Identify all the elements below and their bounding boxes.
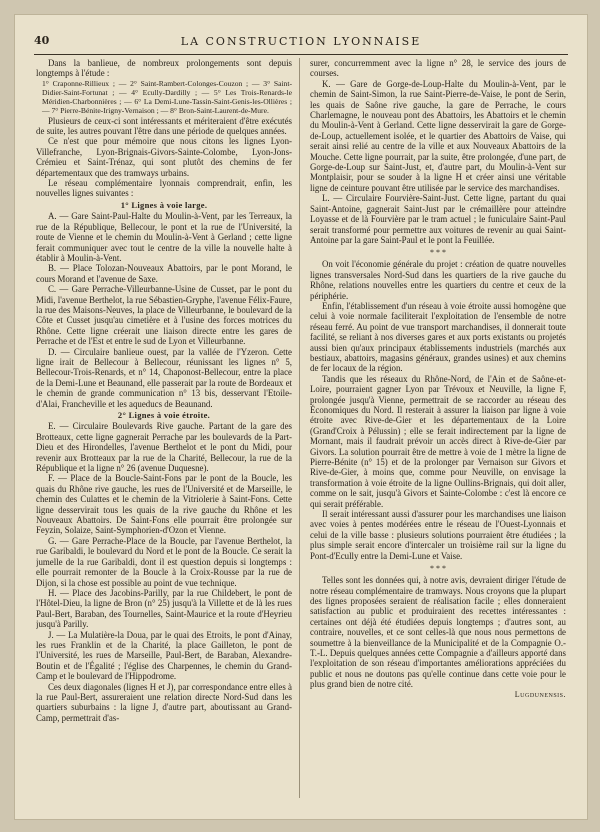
line-h: H. — Place des Jacobins-Parilly, par la rue Childebert, le pont de l'Hôtel-Dieu, la ligne de Bron (n° 25) jusqu'à la Villette et de là les rues Paul-Bert, Baraban, des Tournelles, Saint-Maurice et la route d'Heyrieu jusqu'à Parilly. — [36, 587, 292, 630]
line-c: C. — Gare Perrache-Villeurbanne-Usine de Cusset, par le pont du Midi, l'avenue Berthelot, la rue Sébastien-Gryphe, l'avenue Félix-Faure, la rue des Maisons-Neuves, la place de Villeurbanne, le boulevard de la Côte et Cusset jusqu'au cimetière et à l'usine des forces motrices du Rhône. Cette ligne créerait une liaison directe entre les gares de Perrache et de l'Est et entre le sud de Lyon et Villeurbanne. — [36, 284, 292, 347]
paragraph: On voit l'économie générale du projet : création de quatre nouvelles lignes transversales Nord-Sud dans les quartiers de la rive gauche du Rhône, relations nouvelles entre les quartiers du centre et ceux de la périphérie. — [310, 259, 566, 301]
paragraph: Tandis que les réseaux du Rhône-Nord, de l'Ain et de Saône-et-Loire, pourraient gagner Lyon par Trévoux et Neuville, la ligne F, prolongée jusqu'à Vienne, permettrait de se raccorder au réseau des Économiques du Nord. Il resterait à assurer la liaison par ligne à voie étroite avec Rive-de-Gier et les départementaux de la Loire (Grand'Croix à Pélussin) ; elle se ferait indirectement par la ligne de Mornant, mais il faudrait prévoir un accès direct à Rive-de-Gier par Givors. La solution pourrait être de mettre à voie de 1 mètre la ligne de Pierre-Bénite (n° 15) et de la prolonger par Vernaison sur Givors et Rive-de-Gier, à moins que, comme pour Neuville, on envisage la transformation à voie étroite de la ligne Oullins-Brignais, qui doit aller, comme on le sait, jusqu'à Givors et Sainte-Colombe : c'est là encore ce qui serait préférable. — [310, 373, 566, 509]
paragraph-continued: surer, concurremment avec la ligne n° 28, le service des jours de courses. — [310, 58, 566, 79]
paragraph: Le réseau complémentaire lyonnais comprendrait, enfin, les nouvelles lignes suivantes : — [36, 178, 292, 199]
running-title: LA CONSTRUCTION LYONNAISE — [180, 35, 422, 48]
line-f: F. — Place de la Boucle-Saint-Fons par le pont de la Boucle, les quais du Rhône rive gauche, les rues de l'Université et de Marseille, le chemin des Culattes et le chemin de la Vitriolerie à Saint-Fons. Cette ligne desservirait tous les quais de la rive gauche du Rhône et les Nouveaux Abattoirs. De Saint-Fons elle pourrait être prolongée sur Feyzin, Solaize, Saint-Symphorien-d'Ozon et Vienne. — [36, 473, 292, 536]
page-number: 40 — [34, 34, 50, 47]
section-separator: * * * — [430, 248, 446, 258]
section-separator: * * * — [430, 564, 446, 574]
line-d: D. — Circulaire banlieue ouest, par la vallée de l'Yzeron. Cette ligne irait de Bellecour à Bellecour, réunissant les lignes n° 5, Bellecour-Trois-Renards, et n° 14, Chaponost-Bellecour, entre la place de la Demi-Lune et Beaunand, elle passerait par la route de Bordeaux et le chemin de grande communication n° 13 bis, desservant l'Etoile-d'Alai, Francheville et les aqueducs de Beaunand. — [36, 346, 292, 409]
paragraph: Enfin, l'établissement d'un réseau à voie étroite aussi homogène que celui à voie normale faciliterait l'exploitation de l'ensemble de notre réseau ferré. Au point de vue transport marchandises, il donnerait toute facilité, se reliant à nos diverses gares et aux ports existants ou projetés aussi bien qu'aux principaux établissements industriels (marchés aux bestiaux, abattoirs, magasins généraux, grandes usines) et aux chemins de fer locaux de la région. — [310, 300, 566, 374]
paragraph: Dans la banlieue, de nombreux prolongements sont depuis longtemps à l'étude : — [36, 58, 292, 79]
line-l: L. — Circulaire Fourvière-Saint-Just. Cette ligne, partant du quai Saint-Antoine, gagnerait Saint-Just par le crémaillère pour atteindre Loyasse et de là Fourvière par le tram actuel ; le funiculaire Saint-Paul serait transformé pour permettre aux voitures de revenir au quai Saint-Antoine par la gare Saint-Paul et le pont la Feuillée. — [310, 193, 566, 245]
column-divider — [299, 58, 300, 798]
section-heading-wide-gauge: 1° Lignes à voie large. — [120, 199, 208, 210]
line-b: B. — Place Tolozan-Nouveaux Abattoirs, par le pont Morand, le cours Morand et l'avenue de Saxe. — [36, 263, 292, 284]
author-signature: Lugdunensis. — [514, 689, 566, 699]
line-a: A. — Gare Saint-Paul-Halte du Moulin-à-Vent, par les Terreaux, la rue de la République, Bellecour, le pont et la rue de l'Université, la route de Vienne et le chemin du Moulin-à-Vent à Gerland ; cette ligne ferait communiquer avec tout le centre de la ville la nouvelle halte à établir à Moulin-à-Vent. — [36, 211, 292, 263]
extension-list: 1° Craponne-Rillieux ; — 2° Saint-Rambert-Colonges-Couzon ; — 3° Saint-Didier-Saint-Fortunat ; — 4° Ecully-Dardilly ; — 5° Les Trois-Renards-le Méridien-Charbonnières ; — 6° La Demi-Lune-Tassin-Saint-Genis-les-Ollières ; — 7° Pierre-Bénite-Irigny-Vernaison ; — 8° Bron-Saint-Laurent-de-Mure. — [42, 78, 292, 116]
document-page — [14, 14, 588, 820]
page-header — [34, 34, 568, 55]
paragraph: Telles sont les données qui, à notre avis, devraient diriger l'étude de notre réseau complémentaire de tramways. Nous croyons que la plupart des lignes proposées seraient de réalisation facile ; elles donneraient satisfaction au public et produiraient des recettes intéressantes : certaines ont déjà été étudiées depuis longtemps ; d'autres sont, au contraire, nouvelles, et ce sont celles-là que nous nous permettons de soumettre à la bienveillance de la Municipalité et de la Compagnie O.-T.-L. Depuis quelques années cette Compagnie a d'ailleurs apporté dans l'exploitation de son réseau d'importantes améliorations appréciées du public et nous ne doutons pas qu'elle continue dans cette voie pour le plus grand bien de notre cité. — [310, 575, 566, 690]
line-k: K. — Gare de Gorge-de-Loup-Halte du Moulin-à-Vent, par le chemin de Saint-Simon, la rue Saint-Pierre-de-Vaise, le pont de Serin, les quais de Saône rive gauche, la gare de Perrache, le cours Charlemagne, le nouveau pont des Abattoirs, les Abattoirs et le chemin du Moulin-à-Vent à Gerland. Cette ligne desservirait la gare de Gorge-de-Loup, actuellement isolée, et le quartier des Abattoirs de Vaise, qui serait ainsi relié au centre de la ville et aux Nouveaux Abattoirs de la Mouche. Cette ligne pourrait, par la suite, être prolongée, d'une part, de Gorge-de-Loup sur Saint-Just, et, d'autre part, du Moulin-à-Vent sur Montplaisir, pour se souder à la ligne H et créer ainsi une véritable ligne de ceinture pouvant être utilisée par le service des marchandises. — [310, 78, 566, 193]
line-g: G. — Gare Perrache-Place de la Boucle, par l'avenue Berthelot, la rue Garibaldi, le boulevard du Nord et le pont de la Boucle. Ce serait la jumelle de la rue Garibaldi, dont il est question depuis si longtemps : elle pourrait remonter de la Boucle à la Croix-Rousse par la rue de Dijon, si la chose est possible au point de vue technique. — [36, 535, 292, 588]
paragraph: Ces deux diagonales (lignes H et J), par correspondance entre elles à la rue Paul-Bert, assureraient une relation directe Nord-Sud dans les quartiers suburbains : la ligne J, d'autre part, aboutissant au Grand-Camp, permettrait d'as- — [36, 681, 292, 723]
paragraph: Plusieurs de ceux-ci sont intéressants et mériteraient d'être exécutés de suite, les autres pouvant l'être dans une période de quelques années. — [36, 115, 292, 137]
section-heading-narrow-gauge: 2° Lignes à voie étroite. — [117, 410, 211, 420]
line-j: J. — La Mulatière-la Doua, par le quai des Etroits, le pont d'Ainay, les rues Franklin et de la Charité, la place Gailleton, le pont de l'Université, les rues de Marseille, Paul-Bert, de Baraban, Alexandre-Boutin et de l'Égalité ; l'église des Charpennes, le chemin du Grand-Camp et le boulevard de l'Hippodrome. — [36, 629, 292, 682]
right-column — [310, 58, 566, 810]
line-e: E. — Circulaire Boulevards Rive gauche. Partant de la gare des Brotteaux, cette ligne gagnerait Perrache par les boulevards de la Part-Dieu et des Hirondelles, l'avenue Berthelot et le pont du Midi, pour revenir aux Brotteaux par la rue de la Charité, Bellecour, la rue de la République et la ligne n° 26 (avenue Duquesne). — [36, 421, 292, 474]
left-column — [36, 58, 292, 810]
paragraph: Il serait intéressant aussi d'assurer pour les marchandises une liaison avec voies à pentes modérées entre le réseau de l'Ouest-Lyonnais et celui de la ville basse : plusieurs solutions pourraient être étudiées ; la plus simple serait encore d'intercaler un troisième rail sur la ligne du Pont-d'Ecully entre la Demi-Lune et Vaise. — [310, 509, 566, 561]
paragraph: Ce n'est que pour mémoire que nous citons les lignes Lyon-Villefranche, Lyon-Brignais-Givors-Sainte-Colombe, Lyon-Jons-Crémieu et Saint-Trénaz, qui sont plutôt des chemins de fer départementaux que des tramways urbains. — [36, 136, 292, 178]
